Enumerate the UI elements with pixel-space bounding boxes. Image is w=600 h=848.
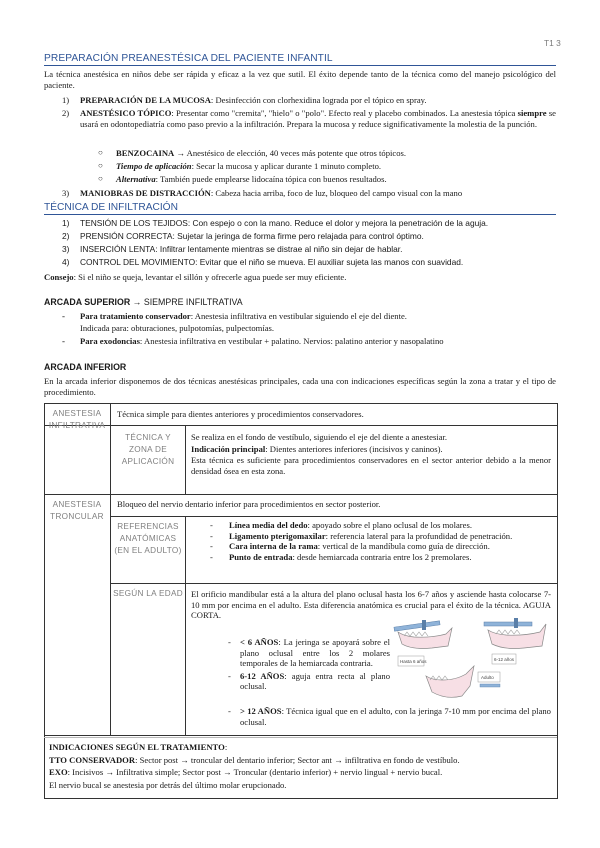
prep-item-2-heading: ANESTÉSICO TÓPICO — [80, 108, 172, 118]
tecnica-item-3-heading: INSERCIÓN LENTA — [80, 244, 156, 254]
indicacion-exo-text: : Incisivos → Infiltrativa simple; Sector post → Troncular (dentario inferior) + nervio lingual + nervio bucal. — [67, 767, 443, 778]
indicacion-conservador-text: : Sector post → troncular del dentario inferior; Sector ant → infiltrativa en fondo de vestíbulo. — [135, 754, 460, 765]
circle-bullet-icon: ○ — [98, 161, 103, 170]
tecnica-zona-heading: Indicación principal — [191, 443, 266, 454]
list-number: 3) — [62, 188, 70, 198]
edad-item — [228, 637, 390, 669]
infiltrativa-description: Técnica simple para dientes anteriores y procedimientos conservadores. — [117, 409, 364, 419]
edad-item-text: : Técnica igual que en el adulto, con la jeringa 7-10 mm por encima del plano oclusal. — [240, 706, 551, 727]
prep-item-2-text-cont: se usará en odontopediatría como paso previo a la infiltración. Prepara la mucosa y reduce significativamente la molestia de la punción. — [80, 108, 556, 129]
edad-item-heading: 6-12 AÑOS — [240, 670, 285, 681]
tecnica-zona-line-1: Se realiza en el fondo de vestíbulo, siguiendo el eje del diente a anestesiar. — [191, 432, 448, 442]
tecnica-zona-line-2 — [191, 444, 551, 455]
indicaciones-colon: : — [224, 742, 228, 752]
indicacion-conservador — [49, 754, 554, 767]
table-col-rule — [110, 403, 111, 735]
indicaciones-title-line — [49, 741, 554, 754]
referencia-item — [195, 541, 551, 552]
tecnica-item-3 — [80, 244, 402, 255]
title-underline — [44, 65, 556, 66]
row-label-referencias: REFERENCIAS ANATÓMICAS (EN EL ADULTO) — [114, 522, 182, 555]
table-rule — [44, 494, 557, 495]
edad-item-text: : La jeringa se apoyará sobre el plano oclusal entre los 2 molares temporales de la hemiarcada contraria. — [240, 637, 390, 669]
prep-subitem-2-heading: Tiempo de aplicación — [116, 161, 192, 171]
lower-jaw-syringe-figure-adult — [426, 666, 500, 697]
dash-bullet-icon: - — [210, 530, 213, 541]
referencias-list — [195, 520, 551, 562]
list-number: 4) — [62, 257, 70, 267]
indicacion-nervio-bucal: El nervio bucal se anestesia por detrás del último molar erupcionado. — [49, 779, 287, 790]
row-label-edad: SEGÚN LA EDAD — [113, 589, 183, 598]
prep-subitem-3 — [116, 174, 387, 185]
indicacion-exo-heading: EXO — [49, 767, 68, 778]
referencia-text: : vertical de la mandíbula como guía de dirección. — [317, 541, 490, 552]
tecnica-item-3-text: : Infiltrar lentamente mientras se distrae al niño sin dejar de hablar. — [155, 244, 403, 254]
circle-bullet-icon: ○ — [98, 174, 103, 183]
arcada-superior-item-2-text: : Anestesia infiltrativa en vestibular + palatino. Nervios: palatino anterior y nasopalatino — [139, 336, 444, 346]
dash-bullet-icon: - — [228, 670, 231, 681]
prep-item-1-text: : Desinfección con clorhexidina lograda por el tópico en spray. — [210, 95, 427, 105]
edad-item — [228, 671, 390, 692]
edad-intro-emphasis: AGUJA CORTA. — [191, 599, 551, 621]
tecnica-item-2 — [80, 231, 424, 242]
referencia-text: : referencia lateral para la profundidad de penetración. — [325, 530, 513, 541]
list-number: 1) — [62, 218, 70, 228]
tecnica-item-4-heading: CONTROL DEL MOVIMIENTO — [80, 257, 196, 267]
table-rule — [110, 583, 557, 584]
prep-subitem-3-text: : También puede emplearse lidocaína tópica con buenos resultados. — [155, 174, 387, 184]
arcada-inferior-title — [44, 362, 126, 373]
prep-item-3-text: : Cabeza hacia arriba, foco de luz, bloqueo del campo visual con la mano — [210, 188, 463, 198]
edad-item-heading: > 12 AÑOS — [240, 706, 282, 716]
referencia-heading: Ligamento pterigomaxilar — [229, 530, 326, 541]
lower-jaw-syringe-figure-child — [394, 620, 452, 666]
dash-bullet-icon: - — [62, 336, 65, 346]
dash-bullet-icon: - — [228, 637, 231, 647]
referencia-item — [195, 552, 551, 563]
consejo-line — [44, 272, 346, 283]
tecnica-item-1 — [80, 218, 488, 229]
consejo-heading: Consejo — [44, 272, 74, 282]
list-number: 2) — [62, 108, 70, 118]
prep-item-2-text: : Presentar como "cremita", "hielo" o "polo". Efecto real y placebo combinados. La anestesia tópica — [171, 108, 518, 118]
prep-item-2-emphasis: siempre — [517, 108, 547, 118]
prep-subitem-3-heading: Alternativa — [116, 174, 156, 184]
table-rule-double — [44, 737, 557, 738]
edad-item — [228, 706, 551, 727]
referencia-text: : desde hemiarcada contraria entre los 2 premolares. — [292, 551, 472, 562]
tecnica-zona-line-3: Esta técnica es suficiente para procedimientos conservadores en el sector anterior debido a la menor densidad ósea en esta zona. — [191, 455, 551, 476]
intro-paragraph: La técnica anestésica en niños debe ser rápida y eficaz a la vez que sutil. El éxito depende tanto de la técnica como del manejo psicológico del paciente. — [44, 69, 556, 90]
indicacion-conservador-heading: TTO CONSERVADOR — [49, 754, 136, 765]
table-rule — [44, 735, 557, 736]
prep-subitem-2-text: : Secar la mucosa y aplicar durante 1 minuto completo. — [191, 161, 382, 171]
tecnica-item-1-heading: TENSIÓN DE LOS TEJIDOS — [80, 218, 188, 228]
indicaciones-title: INDICACIONES SEGÚN EL TRATAMIENTO — [49, 742, 225, 752]
table-col-rule — [185, 516, 186, 735]
arcada-superior-item-2-heading: Para exodoncias — [80, 336, 140, 346]
list-number: 1) — [62, 95, 70, 105]
arcada-superior-item-1-sub: Indicada para: obturaciones, pulpotomías, pulpectomías. — [80, 323, 275, 333]
tecnica-item-4 — [80, 257, 463, 268]
arcada-inferior-intro: En la arcada inferior disponemos de dos técnicas anestésicas principales, cada una con indicaciones específicas según la zona a tratar y el tipo de procedimiento. — [44, 376, 556, 397]
fig-label-child: Hasta 6 años — [400, 659, 427, 664]
referencia-heading: Cara interna de la rama — [229, 541, 318, 552]
referencia-heading: Punto de entrada — [229, 551, 293, 562]
table-rule — [44, 425, 557, 426]
edad-list — [228, 637, 390, 692]
dash-bullet-icon: - — [228, 706, 231, 716]
jaw-syringe-figures — [392, 610, 554, 706]
prep-subitem-1 — [116, 148, 406, 159]
circle-bullet-icon: ○ — [98, 148, 103, 157]
dash-bullet-icon: - — [210, 520, 213, 530]
arcada-inferior-heading: ARCADA INFERIOR — [44, 362, 127, 372]
list-number: 3) — [62, 244, 70, 254]
section-title-tecnica: TÉCNICA DE INFILTRACIÓN — [44, 202, 178, 213]
row-label-troncular: ANESTESIA TRONCULAR — [50, 500, 104, 521]
dash-bullet-icon: - — [210, 541, 213, 552]
arcada-superior-item-1-text: : Anestesia infiltrativa en vestibular siguiendo el eje del diente. — [190, 311, 407, 321]
row-label-tecnica-zona: TÉCNICA Y ZONA DE APLICACIÓN — [121, 433, 175, 466]
tecnica-item-1-text: : Con espejo o con la mano. Reduce el dolor y mejora la penetración de la aguja. — [187, 218, 489, 228]
arcada-superior-subtitle: → SIEMPRE INFILTRATIVA — [130, 297, 243, 307]
referencia-text: : apoyado sobre el plano oclusal de los molares. — [307, 520, 472, 530]
edad-item-heading: < 6 AÑOS — [240, 637, 279, 647]
tecnica-zona-content — [191, 432, 551, 476]
prep-item-1-heading: PREPARACIÓN DE LA MUCOSA — [80, 95, 211, 105]
page-id: T1 3 — [544, 38, 561, 48]
edad-item-text: : aguja entra recta al plano oclusal. — [240, 670, 391, 692]
table-col-rule — [185, 425, 186, 494]
section-underline — [44, 214, 556, 215]
arcada-superior-item-1-heading: Para tratamiento conservador — [80, 311, 191, 321]
referencia-item — [195, 520, 551, 531]
edad-list-last — [228, 706, 551, 727]
arcada-superior-item-2 — [80, 336, 444, 347]
prep-item-3 — [80, 188, 462, 199]
arcada-superior-heading: ARCADA SUPERIOR — [44, 297, 131, 307]
prep-item-1 — [80, 95, 427, 106]
dash-bullet-icon: - — [210, 551, 213, 562]
tecnica-item-4-text: : Evitar que el niño se mueva. El auxiliar sujeta las manos con suavidad. — [195, 257, 464, 267]
tecnica-item-2-text: : Sujetar la jeringa de forma firme pero relajada para control óptimo. — [172, 231, 424, 241]
fig-label-adult: Adulto — [481, 675, 494, 680]
prep-subitem-2 — [116, 161, 381, 172]
list-number: 2) — [62, 231, 70, 241]
arcada-superior-title — [44, 297, 243, 308]
page-title: PREPARACIÓN PREANESTÉSICA DEL PACIENTE INFANTIL — [44, 53, 333, 64]
prep-item-3-heading: MANIOBRAS DE DISTRACCIÓN — [80, 188, 211, 198]
table-rule — [110, 516, 557, 517]
tecnica-item-2-heading: PRENSIÓN CORRECTA — [80, 231, 173, 241]
lower-jaw-syringe-figure-mixed — [484, 618, 546, 664]
row-label-infiltrativa: ANESTESIA INFILTRATIVA — [48, 409, 106, 430]
prep-item-2 — [80, 108, 556, 130]
indicaciones-block — [49, 741, 554, 791]
troncular-description: Bloqueo del nervio dentario inferior para procedimientos en sector posterior. — [117, 499, 381, 509]
fig-label-mixed: 6-12 años — [494, 657, 515, 662]
arcada-superior-item-1 — [80, 311, 407, 322]
referencia-item — [195, 531, 551, 542]
dash-bullet-icon: - — [62, 311, 65, 321]
prep-subitem-1-heading: BENZOCAINA — [116, 148, 175, 158]
edad-intro-text: El orificio mandibular está a la altura del plano oclusal hasta los 6-7 años y asciende hasta colocarse 7-10 mm por encima en el adulto. Esta diferencia anatómica es crucial para el éxito de la técnica. — [191, 589, 551, 610]
prep-subitem-1-text: → Anestésico de elección, 40 veces más potente que otros tópicos. — [174, 148, 406, 158]
consejo-text: : Si el niño se queja, levantar el sillón y ofrecerle agua puede ser muy eficiente. — [73, 272, 347, 282]
tecnica-zona-text: : Dientes anteriores inferiores (incisivos y caninos). — [265, 443, 443, 454]
indicacion-exo — [49, 766, 554, 779]
referencia-heading: Línea media del dedo — [229, 520, 308, 530]
